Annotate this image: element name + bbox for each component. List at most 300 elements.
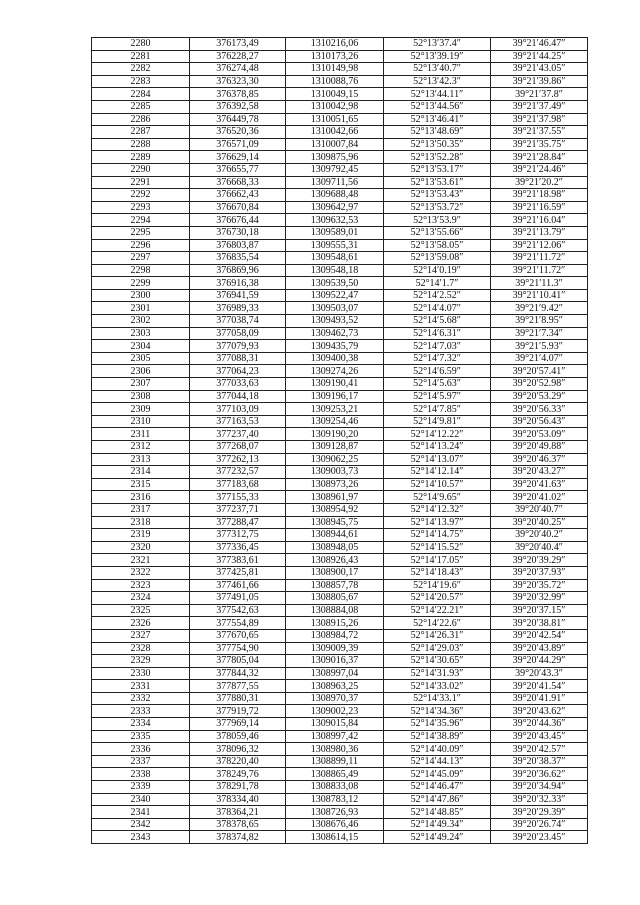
table-row	[92, 730, 588, 743]
point-number-cell: 2285	[92, 100, 190, 113]
latitude-cell: 52°14′4.07″	[384, 302, 491, 315]
point-number-cell: 2328	[92, 642, 190, 655]
y-coordinate-cell: 1309539,50	[286, 277, 384, 290]
x-coordinate-cell: 378334,40	[190, 793, 286, 806]
x-coordinate-cell: 378291,78	[190, 781, 286, 794]
table-row	[92, 680, 588, 693]
x-coordinate-cell: 376989,33	[190, 302, 286, 315]
latitude-cell: 52°14′10.57″	[384, 478, 491, 491]
y-coordinate-cell: 1310216,06	[286, 38, 384, 51]
x-coordinate-cell: 377155,33	[190, 491, 286, 504]
x-coordinate-cell: 377237,40	[190, 428, 286, 441]
longitude-cell: 39°21′37.98″	[491, 113, 588, 126]
x-coordinate-cell: 377183,68	[190, 478, 286, 491]
y-coordinate-cell: 1308833,08	[286, 781, 384, 794]
latitude-cell: 52°14′6.31″	[384, 327, 491, 340]
y-coordinate-cell: 1308926,43	[286, 554, 384, 567]
longitude-cell: 39°21′7.34″	[491, 327, 588, 340]
latitude-cell: 52°14′12.14″	[384, 466, 491, 479]
table-row	[92, 667, 588, 680]
point-number-cell: 2288	[92, 138, 190, 151]
y-coordinate-cell: 1309190,20	[286, 428, 384, 441]
y-coordinate-cell: 1308865,49	[286, 768, 384, 781]
table-row	[92, 88, 588, 101]
x-coordinate-cell: 376668,33	[190, 176, 286, 189]
table-row	[92, 176, 588, 189]
table-row	[92, 151, 588, 164]
x-coordinate-cell: 377461,66	[190, 579, 286, 592]
latitude-cell: 52°14′13.07″	[384, 453, 491, 466]
point-number-cell: 2341	[92, 806, 190, 819]
y-coordinate-cell: 1308948,05	[286, 541, 384, 554]
longitude-cell: 39°21′11.72″	[491, 264, 588, 277]
x-coordinate-cell: 377877,55	[190, 680, 286, 693]
longitude-cell: 39°20′37.93″	[491, 566, 588, 579]
point-number-cell: 2287	[92, 126, 190, 139]
x-coordinate-cell: 378374,82	[190, 831, 286, 844]
x-coordinate-cell: 377268,07	[190, 441, 286, 454]
latitude-cell: 52°14′13.24″	[384, 441, 491, 454]
longitude-cell: 39°21′37.55″	[491, 126, 588, 139]
point-number-cell: 2284	[92, 88, 190, 101]
point-number-cell: 2292	[92, 189, 190, 202]
y-coordinate-cell: 1310042,66	[286, 126, 384, 139]
x-coordinate-cell: 377554,89	[190, 617, 286, 630]
point-number-cell: 2340	[92, 793, 190, 806]
latitude-cell: 52°14′22.21″	[384, 604, 491, 617]
longitude-cell: 39°21′9.42″	[491, 302, 588, 315]
longitude-cell: 39°20′43.27″	[491, 466, 588, 479]
x-coordinate-cell: 377044,18	[190, 390, 286, 403]
latitude-cell: 52°14′49.24″	[384, 831, 491, 844]
latitude-cell: 52°14′2.52″	[384, 289, 491, 302]
x-coordinate-cell: 376869,96	[190, 264, 286, 277]
y-coordinate-cell: 1309792,45	[286, 163, 384, 176]
latitude-cell: 52°14′31.93″	[384, 667, 491, 680]
point-number-cell: 2337	[92, 755, 190, 768]
table-row	[92, 629, 588, 642]
y-coordinate-cell: 1309711,56	[286, 176, 384, 189]
longitude-cell: 39°21′10.41″	[491, 289, 588, 302]
point-number-cell: 2296	[92, 239, 190, 252]
x-coordinate-cell: 376803,87	[190, 239, 286, 252]
x-coordinate-cell: 377969,14	[190, 718, 286, 731]
longitude-cell: 39°20′38.37″	[491, 755, 588, 768]
x-coordinate-cell: 377288,47	[190, 516, 286, 529]
point-number-cell: 2327	[92, 629, 190, 642]
x-coordinate-cell: 376670,84	[190, 201, 286, 214]
latitude-cell: 52°14′34.36″	[384, 705, 491, 718]
latitude-cell: 52°14′15.52″	[384, 541, 491, 554]
x-coordinate-cell: 377844,32	[190, 667, 286, 680]
latitude-cell: 52°13′39.19″	[384, 50, 491, 63]
table-row	[92, 403, 588, 416]
x-coordinate-cell: 376173,49	[190, 38, 286, 51]
x-coordinate-cell: 376662,43	[190, 189, 286, 202]
longitude-cell: 39°20′49.88″	[491, 441, 588, 454]
y-coordinate-cell: 1308954,92	[286, 503, 384, 516]
x-coordinate-cell: 376228,27	[190, 50, 286, 63]
latitude-cell: 52°14′17.05″	[384, 554, 491, 567]
latitude-cell: 52°13′44.56″	[384, 100, 491, 113]
longitude-cell: 39°20′41.02″	[491, 491, 588, 504]
latitude-cell: 52°13′53.9″	[384, 214, 491, 227]
longitude-cell: 39°20′38.81″	[491, 617, 588, 630]
point-number-cell: 2336	[92, 743, 190, 756]
point-number-cell: 2339	[92, 781, 190, 794]
point-number-cell: 2332	[92, 692, 190, 705]
table-row	[92, 818, 588, 831]
table-row	[92, 252, 588, 265]
y-coordinate-cell: 1309548,61	[286, 252, 384, 265]
longitude-cell: 39°20′43.62″	[491, 705, 588, 718]
x-coordinate-cell: 376655,77	[190, 163, 286, 176]
latitude-cell: 52°14′7.85″	[384, 403, 491, 416]
latitude-cell: 52°14′48.85″	[384, 806, 491, 819]
point-number-cell: 2329	[92, 655, 190, 668]
y-coordinate-cell: 1308970,37	[286, 692, 384, 705]
longitude-cell: 39°20′29.39″	[491, 806, 588, 819]
y-coordinate-cell: 1309462,73	[286, 327, 384, 340]
latitude-cell: 52°13′53.61″	[384, 176, 491, 189]
y-coordinate-cell: 1309548,18	[286, 264, 384, 277]
x-coordinate-cell: 377754,90	[190, 642, 286, 655]
longitude-cell: 39°20′57.41″	[491, 365, 588, 378]
point-number-cell: 2323	[92, 579, 190, 592]
y-coordinate-cell: 1309196,17	[286, 390, 384, 403]
table-row	[92, 138, 588, 151]
point-number-cell: 2315	[92, 478, 190, 491]
x-coordinate-cell: 378220,40	[190, 755, 286, 768]
table-row	[92, 214, 588, 227]
y-coordinate-cell: 1309254,46	[286, 415, 384, 428]
longitude-cell: 39°20′52.98″	[491, 378, 588, 391]
point-number-cell: 2281	[92, 50, 190, 63]
latitude-cell: 52°13′40.7″	[384, 63, 491, 76]
longitude-cell: 39°21′5.93″	[491, 340, 588, 353]
latitude-cell: 52°14′33.1″	[384, 692, 491, 705]
table-row	[92, 100, 588, 113]
latitude-cell: 52°14′5.97″	[384, 390, 491, 403]
y-coordinate-cell: 1308944,61	[286, 529, 384, 542]
y-coordinate-cell: 1309062,25	[286, 453, 384, 466]
latitude-cell: 52°14′9.65″	[384, 491, 491, 504]
table-row	[92, 491, 588, 504]
x-coordinate-cell: 377088,31	[190, 352, 286, 365]
y-coordinate-cell: 1308997,04	[286, 667, 384, 680]
longitude-cell: 39°20′41.63″	[491, 478, 588, 491]
latitude-cell: 52°13′48.69″	[384, 126, 491, 139]
table-row	[92, 126, 588, 139]
latitude-cell: 52°14′0.19″	[384, 264, 491, 277]
table-row	[92, 579, 588, 592]
latitude-cell: 52°14′9.81″	[384, 415, 491, 428]
longitude-cell: 39°20′34.94″	[491, 781, 588, 794]
x-coordinate-cell: 377237,71	[190, 503, 286, 516]
table-row	[92, 239, 588, 252]
x-coordinate-cell: 376730,18	[190, 226, 286, 239]
x-coordinate-cell: 378059,46	[190, 730, 286, 743]
longitude-cell: 39°20′44.36″	[491, 718, 588, 731]
point-number-cell: 2300	[92, 289, 190, 302]
longitude-cell: 39°21′16.59″	[491, 201, 588, 214]
y-coordinate-cell: 1308899,11	[286, 755, 384, 768]
latitude-cell: 52°13′55.66″	[384, 226, 491, 239]
longitude-cell: 39°20′26.74″	[491, 818, 588, 831]
x-coordinate-cell: 376676,44	[190, 214, 286, 227]
table-row	[92, 604, 588, 617]
longitude-cell: 39°20′42.54″	[491, 629, 588, 642]
point-number-cell: 2294	[92, 214, 190, 227]
table-row	[92, 453, 588, 466]
latitude-cell: 52°14′47.86″	[384, 793, 491, 806]
table-row	[92, 365, 588, 378]
point-number-cell: 2311	[92, 428, 190, 441]
latitude-cell: 52°14′5.68″	[384, 315, 491, 328]
y-coordinate-cell: 1309016,37	[286, 655, 384, 668]
latitude-cell: 52°14′19.6″	[384, 579, 491, 592]
longitude-cell: 39°20′35.72″	[491, 579, 588, 592]
longitude-cell: 39°21′37.49″	[491, 100, 588, 113]
x-coordinate-cell: 376323,30	[190, 75, 286, 88]
table-row	[92, 226, 588, 239]
x-coordinate-cell: 377079,93	[190, 340, 286, 353]
latitude-cell: 52°14′26.31″	[384, 629, 491, 642]
table-row	[92, 554, 588, 567]
table-row	[92, 390, 588, 403]
y-coordinate-cell: 1308945,75	[286, 516, 384, 529]
table-row	[92, 705, 588, 718]
y-coordinate-cell: 1309555,31	[286, 239, 384, 252]
x-coordinate-cell: 377670,65	[190, 629, 286, 642]
point-number-cell: 2333	[92, 705, 190, 718]
y-coordinate-cell: 1308973,26	[286, 478, 384, 491]
y-coordinate-cell: 1308915,26	[286, 617, 384, 630]
longitude-cell: 39°21′8.95″	[491, 315, 588, 328]
point-number-cell: 2312	[92, 441, 190, 454]
longitude-cell: 39°20′32.99″	[491, 592, 588, 605]
y-coordinate-cell: 1308614,15	[286, 831, 384, 844]
latitude-cell: 52°14′46.47″	[384, 781, 491, 794]
longitude-cell: 39°20′53.29″	[491, 390, 588, 403]
y-coordinate-cell: 1309522,47	[286, 289, 384, 302]
point-number-cell: 2297	[92, 252, 190, 265]
longitude-cell: 39°20′56.43″	[491, 415, 588, 428]
latitude-cell: 52°14′18.43″	[384, 566, 491, 579]
latitude-cell: 52°14′7.03″	[384, 340, 491, 353]
longitude-cell: 39°20′37.15″	[491, 604, 588, 617]
longitude-cell: 39°20′46.37″	[491, 453, 588, 466]
point-number-cell: 2302	[92, 315, 190, 328]
y-coordinate-cell: 1309875,96	[286, 151, 384, 164]
table-row	[92, 340, 588, 353]
point-number-cell: 2305	[92, 352, 190, 365]
x-coordinate-cell: 378378,65	[190, 818, 286, 831]
table-row	[92, 441, 588, 454]
x-coordinate-cell: 376629,14	[190, 151, 286, 164]
latitude-cell: 52°13′46.41″	[384, 113, 491, 126]
point-number-cell: 2307	[92, 378, 190, 391]
y-coordinate-cell: 1309274,26	[286, 365, 384, 378]
longitude-cell: 39°21′35.75″	[491, 138, 588, 151]
latitude-cell: 52°13′53.72″	[384, 201, 491, 214]
point-number-cell: 2335	[92, 730, 190, 743]
table-row	[92, 566, 588, 579]
table-row	[92, 831, 588, 844]
table-row	[92, 415, 588, 428]
latitude-cell: 52°14′40.09″	[384, 743, 491, 756]
point-number-cell: 2343	[92, 831, 190, 844]
x-coordinate-cell: 377038,74	[190, 315, 286, 328]
y-coordinate-cell: 1308805,67	[286, 592, 384, 605]
longitude-cell: 39°21′39.86″	[491, 75, 588, 88]
point-number-cell: 2318	[92, 516, 190, 529]
longitude-cell: 39°21′13.79″	[491, 226, 588, 239]
longitude-cell: 39°20′40.4″	[491, 541, 588, 554]
point-number-cell: 2319	[92, 529, 190, 542]
x-coordinate-cell: 377491,05	[190, 592, 286, 605]
latitude-cell: 52°14′12.32″	[384, 503, 491, 516]
point-number-cell: 2290	[92, 163, 190, 176]
table-row	[92, 781, 588, 794]
latitude-cell: 52°13′58.05″	[384, 239, 491, 252]
point-number-cell: 2295	[92, 226, 190, 239]
y-coordinate-cell: 1309002,23	[286, 705, 384, 718]
x-coordinate-cell: 376378,85	[190, 88, 286, 101]
y-coordinate-cell: 1308900,17	[286, 566, 384, 579]
point-number-cell: 2321	[92, 554, 190, 567]
y-coordinate-cell: 1308961,97	[286, 491, 384, 504]
x-coordinate-cell: 377064,23	[190, 365, 286, 378]
y-coordinate-cell: 1310173,26	[286, 50, 384, 63]
point-number-cell: 2289	[92, 151, 190, 164]
longitude-cell: 39°20′36.62″	[491, 768, 588, 781]
x-coordinate-cell: 377542,63	[190, 604, 286, 617]
y-coordinate-cell: 1310007,84	[286, 138, 384, 151]
longitude-cell: 39°20′43.45″	[491, 730, 588, 743]
longitude-cell: 39°20′44.29″	[491, 655, 588, 668]
latitude-cell: 52°13′52.28″	[384, 151, 491, 164]
longitude-cell: 39°20′41.91″	[491, 692, 588, 705]
longitude-cell: 39°20′56.33″	[491, 403, 588, 416]
latitude-cell: 52°14′12.22″	[384, 428, 491, 441]
x-coordinate-cell: 376571,09	[190, 138, 286, 151]
x-coordinate-cell: 376392,58	[190, 100, 286, 113]
x-coordinate-cell: 376520,36	[190, 126, 286, 139]
latitude-cell: 52°14′13.97″	[384, 516, 491, 529]
latitude-cell: 52°13′44.11″	[384, 88, 491, 101]
table-row	[92, 189, 588, 202]
table-row	[92, 642, 588, 655]
longitude-cell: 39°20′41.54″	[491, 680, 588, 693]
y-coordinate-cell: 1309435,79	[286, 340, 384, 353]
latitude-cell: 52°14′38.89″	[384, 730, 491, 743]
y-coordinate-cell: 1308884,08	[286, 604, 384, 617]
point-number-cell: 2326	[92, 617, 190, 630]
latitude-cell: 52°13′59.08″	[384, 252, 491, 265]
point-number-cell: 2331	[92, 680, 190, 693]
table-row	[92, 592, 588, 605]
x-coordinate-cell: 376941,59	[190, 289, 286, 302]
longitude-cell: 39°21′43.05″	[491, 63, 588, 76]
longitude-cell: 39°21′24.46″	[491, 163, 588, 176]
x-coordinate-cell: 378364,21	[190, 806, 286, 819]
point-number-cell: 2280	[92, 38, 190, 51]
longitude-cell: 39°21′11.72″	[491, 252, 588, 265]
x-coordinate-cell: 376274,48	[190, 63, 286, 76]
latitude-cell: 52°14′7.32″	[384, 352, 491, 365]
point-number-cell: 2282	[92, 63, 190, 76]
latitude-cell: 52°14′1.7″	[384, 277, 491, 290]
longitude-cell: 39°20′39.29″	[491, 554, 588, 567]
longitude-cell: 39°21′11.3″	[491, 277, 588, 290]
longitude-cell: 39°21′28.84″	[491, 151, 588, 164]
x-coordinate-cell: 377425,81	[190, 566, 286, 579]
point-number-cell: 2320	[92, 541, 190, 554]
y-coordinate-cell: 1308857,78	[286, 579, 384, 592]
point-number-cell: 2291	[92, 176, 190, 189]
y-coordinate-cell: 1308997,42	[286, 730, 384, 743]
point-number-cell: 2283	[92, 75, 190, 88]
table-row	[92, 378, 588, 391]
point-number-cell: 2299	[92, 277, 190, 290]
table-row	[92, 541, 588, 554]
y-coordinate-cell: 1308984,72	[286, 629, 384, 642]
x-coordinate-cell: 377232,57	[190, 466, 286, 479]
table-row	[92, 113, 588, 126]
longitude-cell: 39°20′53.09″	[491, 428, 588, 441]
x-coordinate-cell: 376916,38	[190, 277, 286, 290]
x-coordinate-cell: 377312,75	[190, 529, 286, 542]
point-number-cell: 2322	[92, 566, 190, 579]
y-coordinate-cell: 1308676,46	[286, 818, 384, 831]
table-row	[92, 806, 588, 819]
point-number-cell: 2324	[92, 592, 190, 605]
x-coordinate-cell: 377163,53	[190, 415, 286, 428]
table-row	[92, 692, 588, 705]
table-row	[92, 617, 588, 630]
point-number-cell: 2314	[92, 466, 190, 479]
x-coordinate-cell: 377383,61	[190, 554, 286, 567]
longitude-cell: 39°20′40.2″	[491, 529, 588, 542]
x-coordinate-cell: 377262,13	[190, 453, 286, 466]
y-coordinate-cell: 1309190,41	[286, 378, 384, 391]
latitude-cell: 52°14′44.13″	[384, 755, 491, 768]
table-row	[92, 289, 588, 302]
point-number-cell: 2303	[92, 327, 190, 340]
table-row	[92, 352, 588, 365]
y-coordinate-cell: 1310051,65	[286, 113, 384, 126]
x-coordinate-cell: 376449,78	[190, 113, 286, 126]
x-coordinate-cell: 378249,76	[190, 768, 286, 781]
latitude-cell: 52°14′49.34″	[384, 818, 491, 831]
point-number-cell: 2330	[92, 667, 190, 680]
point-number-cell: 2306	[92, 365, 190, 378]
longitude-cell: 39°20′32.33″	[491, 793, 588, 806]
longitude-cell: 39°20′43.89″	[491, 642, 588, 655]
point-number-cell: 2317	[92, 503, 190, 516]
table-row	[92, 315, 588, 328]
table-row	[92, 277, 588, 290]
point-number-cell: 2310	[92, 415, 190, 428]
latitude-cell: 52°14′22.6″	[384, 617, 491, 630]
y-coordinate-cell: 1309253,21	[286, 403, 384, 416]
table-row	[92, 201, 588, 214]
y-coordinate-cell: 1310149,98	[286, 63, 384, 76]
latitude-cell: 52°14′35.96″	[384, 718, 491, 731]
point-number-cell: 2342	[92, 818, 190, 831]
longitude-cell: 39°21′18.98″	[491, 189, 588, 202]
